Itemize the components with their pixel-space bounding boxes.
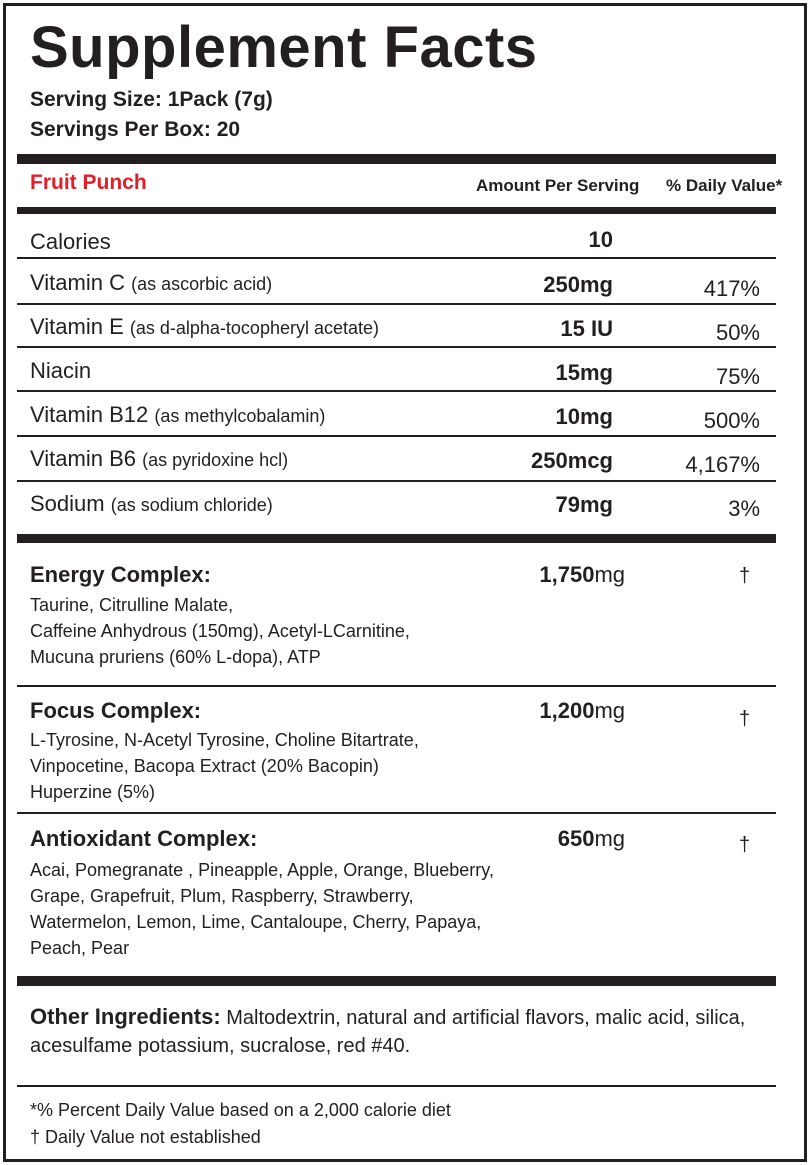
nutrient-name: Vitamin B12 (as methylcobalamin) [30,402,326,427]
complex-dv: † [739,565,751,587]
row-divider [17,480,776,482]
complex-ingredients: Taurine, Citrulline Malate, Caffeine Anhydrous (150mg), Acetyl-LCarnitine, Mucuna pruriens (60% L-dopa), ATP [30,595,410,667]
row-divider [17,303,776,305]
nutrient-dv: 3% [728,496,760,521]
complex-amount: 1,750mg [539,562,625,587]
serving-size-value: 1Pack (7g) [167,88,273,111]
complex-name: Antioxidant Complex: [30,826,258,851]
row-divider [17,346,776,348]
nutrient-dv: 50% [715,320,760,345]
row-divider [17,685,776,687]
complex-ingredients: Acai, Pomegranate , Pineapple, Apple, Orange, Blueberry, Grape, Grapefruit, Plum, Raspberry, Strawberry, Watermelon, Lemon, Lime, Cantaloupe, Cherry, Papaya, Peach, Pear [30,860,494,958]
row-divider [17,812,776,814]
thick-divider [17,154,776,164]
nutrient-name: Niacin [30,358,92,383]
other-ingredients [30,1003,770,1060]
nutrient-name: Vitamin C (as ascorbic acid) [30,270,273,295]
nutrient-name: Sodium (as sodium chloride) [30,491,273,516]
nutrient-name: Vitamin B6 (as pyridoxine hcl) [30,446,289,471]
complex-name: Focus Complex: [30,698,202,723]
row-divider [17,257,776,259]
complex-dv: † [739,708,751,730]
other-ingredients-text: Maltodextrin, natural and artificial flavors, malic acid, silica, acesulfame potassium, sucralose, red #40. [30,1007,746,1057]
serving-size [30,88,273,112]
serving-size-label: Serving Size: [30,88,162,111]
panel-title: Supplement Facts [30,15,538,80]
footnote-dagger: † Daily Value not established [30,1127,261,1147]
nutrient-amount: 10 [588,227,613,252]
thick-divider [17,534,776,543]
complex-ingredients: L-Tyrosine, N-Acetyl Tyrosine, Choline Bitartrate, Vinpocetine, Bacopa Extract (20% Bacopin) Huperzine (5%) [30,730,419,802]
flavor-name: Fruit Punch [30,171,147,194]
nutrient-amount: 250mcg [531,448,613,473]
nutrient-amount: 79mg [555,492,613,517]
nutrient-dv: 500% [703,408,760,433]
thick-divider [17,976,776,986]
nutrient-dv: 75% [715,364,760,389]
complex-dv: † [739,834,751,856]
nutrient-amount: 250mg [543,272,613,297]
servings-per-box-value: 20 [216,118,241,141]
dv-column-header: % Daily Value* [666,176,783,195]
other-ingredients-label: Other Ingredients: [30,1004,221,1029]
nutrient-name: Vitamin E (as d-alpha-tocopheryl acetate) [30,314,380,339]
nutrient-amount: 15mg [555,360,613,385]
amount-column-header: Amount Per Serving [476,176,640,195]
nutrient-name: Calories [30,229,111,254]
nutrient-dv: 417% [703,276,760,301]
header-divider [17,207,776,214]
footnote-dv: *% Percent Daily Value based on a 2,000 calorie diet [30,1100,451,1120]
nutrient-amount: 15 IU [560,316,613,341]
complex-amount: 650mg [557,826,625,851]
complex-amount: 1,200mg [539,698,625,723]
servings-per-box [30,118,240,142]
row-divider [17,435,776,437]
row-divider [17,390,776,392]
footer-divider [17,1085,776,1087]
nutrient-dv: 4,167% [685,452,760,477]
nutrient-amount: 10mg [555,404,613,429]
complex-name: Energy Complex: [30,562,211,587]
servings-per-box-label: Servings Per Box: [30,118,211,141]
